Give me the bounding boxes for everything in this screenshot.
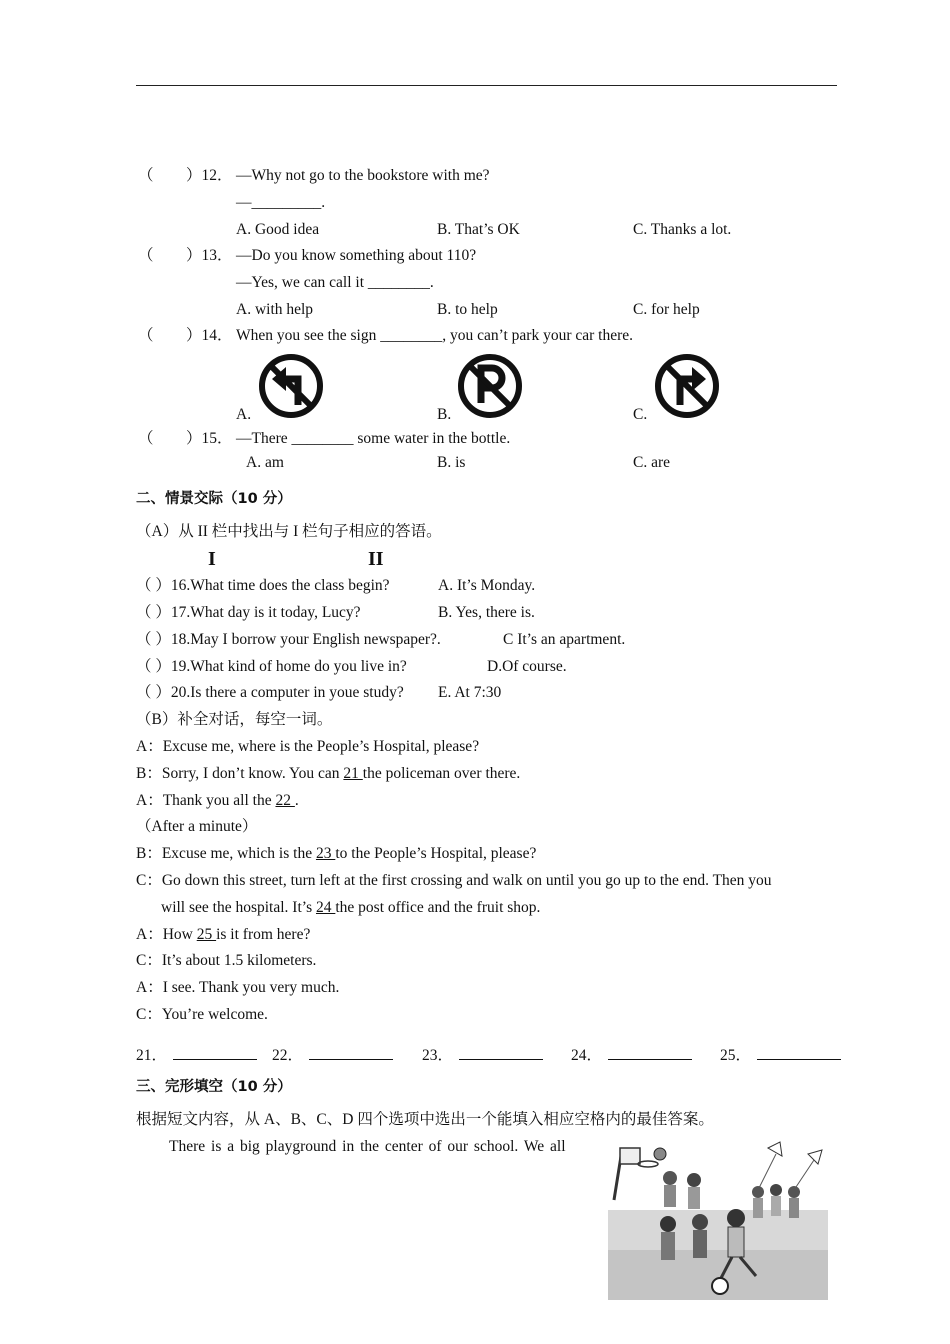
dialogue-text: It’s about 1.5 kilometers. (161, 952, 317, 969)
q15-paren: （ (138, 430, 154, 447)
q12-paren: （ (138, 167, 154, 184)
answer-21[interactable] (136, 1044, 257, 1066)
q14-question: When you see the sign ________, you can’t park your car there. (236, 327, 633, 344)
speaker: B： (136, 765, 162, 782)
q14-option-b[interactable]: B. (437, 406, 452, 423)
dialogue-text: Excuse me, which is the (161, 845, 316, 862)
q15-number: ）15． (186, 430, 233, 447)
answer-23[interactable] (422, 1044, 543, 1066)
dialogue-text: to the People’s Hospital, please? (335, 845, 537, 862)
answer-blank[interactable] (608, 1044, 692, 1060)
answer-22[interactable] (272, 1044, 393, 1066)
speaker: A： (136, 979, 163, 996)
answer-blank[interactable] (309, 1044, 393, 1060)
dialogue-text: You’re welcome. (161, 1006, 268, 1023)
match-d: D.Of course. (487, 658, 567, 675)
match-e: E. At 7:30 (438, 684, 502, 701)
no-right-turn-icon (654, 353, 720, 419)
q13-paren: （ (138, 247, 154, 264)
q14-option-c[interactable]: C. (633, 406, 648, 423)
no-parking-icon (457, 353, 523, 419)
blank-21: 21 (343, 765, 363, 782)
section3-paragraph: There is a big playground in the center of our school. We all (169, 1138, 566, 1155)
dialogue-text: Excuse me, where is the People’s Hospital, please? (162, 738, 480, 755)
q13-option-b[interactable]: B. to help (437, 301, 498, 318)
q15-question: —There ________ some water in the bottle. (236, 430, 511, 447)
no-left-turn-icon (258, 353, 324, 419)
dialogue-line-8 (136, 951, 316, 971)
dialogue-line-6 (136, 871, 772, 891)
playground-illustration (608, 1140, 828, 1300)
blank-23: 23 (315, 845, 336, 862)
q13-option-a[interactable]: A. with help (236, 301, 314, 318)
match-q20: （ ）20.Is there a computer in youe study? (136, 684, 404, 701)
match-c: C It’s an apartment. (503, 631, 626, 648)
answer-label: 24． (571, 1047, 603, 1064)
speaker: A： (136, 926, 163, 943)
header-rule (136, 85, 837, 86)
match-q16: （ ）16.What time does the class begin? (136, 577, 390, 594)
answer-25[interactable] (720, 1044, 841, 1066)
dialogue-text: I see. Thank you very much. (162, 979, 340, 996)
speaker: A： (136, 738, 163, 755)
section3-title: 三、完形填空（10 分） (136, 1079, 292, 1095)
blank-24: 24 (315, 899, 336, 916)
q12-number: ）12． (186, 167, 233, 184)
dialogue-text: is it from here? (216, 926, 311, 943)
match-a: A. It’s Monday. (438, 577, 536, 594)
q12-option-c[interactable]: C. Thanks a lot. (633, 221, 732, 238)
column-i-heading: I (208, 548, 216, 570)
section2-partA: （A）从 II 栏中找出与 I 栏句子相应的答语。 (136, 523, 442, 540)
q15-option-c[interactable]: C. are (633, 454, 671, 471)
dialogue-text: Go down this street, turn left at the first crossing and walk on until you go up to the end. Then you (161, 872, 772, 889)
dialogue-line-2 (136, 764, 520, 784)
q13-response: —Yes, we can call it ________. (236, 274, 434, 291)
section3-instruction: 根据短文内容，从 A、B、C、D 四个选项中选出一个能填入相应空格内的最佳答案。 (136, 1111, 714, 1128)
q15-option-b[interactable]: B. is (437, 454, 466, 471)
dialogue-text: the post office and the fruit shop. (335, 899, 541, 916)
answer-label: 23． (422, 1047, 454, 1064)
speaker: C： (136, 952, 162, 969)
match-q17: （ ）17.What day is it today, Lucy? (136, 604, 361, 621)
dialogue-text: Sorry, I don’t know. You can (161, 765, 344, 782)
dialogue-line-7 (136, 925, 310, 945)
answer-blank[interactable] (459, 1044, 543, 1060)
dialogue-line-5 (136, 844, 536, 864)
match-q19: （ ）19.What kind of home do you live in? (136, 658, 407, 675)
answer-label: 25． (720, 1047, 752, 1064)
dialogue-stage-note: （After a minute） (136, 818, 258, 835)
q15-option-a[interactable]: A. am (246, 454, 284, 471)
answer-24[interactable] (571, 1044, 692, 1066)
speaker: B： (136, 845, 162, 862)
section2-title: 二、情景交际（10 分） (136, 491, 292, 507)
dialogue-text: will see the hospital. It’s (161, 899, 316, 916)
dialogue-text: How (162, 926, 197, 943)
dialogue-line-3 (136, 791, 299, 811)
q12-response: —_________. (236, 194, 326, 211)
q12-question: —Why not go to the bookstore with me? (236, 167, 490, 184)
dialogue-text: . (294, 792, 299, 809)
q14-option-a[interactable]: A. (236, 406, 252, 423)
answer-label: 22． (272, 1047, 304, 1064)
dialogue-line-6b (161, 898, 540, 918)
dialogue-text: the policeman over there. (362, 765, 521, 782)
dialogue-line-1 (136, 737, 479, 757)
answer-blank[interactable] (757, 1044, 841, 1060)
dialogue-text: Thank you all the (162, 792, 276, 809)
match-q18: （ ）18.May I borrow your English newspaper?. (136, 631, 441, 648)
q13-question: —Do you know something about 110? (236, 247, 477, 264)
blank-22: 22 (275, 792, 295, 809)
q14-number: ）14． (186, 327, 233, 344)
blank-25: 25 (196, 926, 217, 943)
dialogue-line-10 (136, 1005, 268, 1025)
section2-partB: （B）补全对话，每空一词。 (136, 711, 333, 728)
column-ii-heading: II (368, 548, 384, 570)
match-b: B. Yes, there is. (438, 604, 535, 621)
speaker: A： (136, 792, 163, 809)
q12-option-b[interactable]: B. That’s OK (437, 221, 520, 238)
speaker: C： (136, 1006, 162, 1023)
answer-label: 21． (136, 1047, 168, 1064)
q13-option-c[interactable]: C. for help (633, 301, 700, 318)
q12-option-a[interactable]: A. Good idea (236, 221, 320, 238)
q13-number: ）13． (186, 247, 233, 264)
dialogue-line-9 (136, 978, 339, 998)
answer-blank[interactable] (173, 1044, 257, 1060)
q14-paren: （ (138, 327, 154, 344)
speaker: C： (136, 872, 162, 889)
